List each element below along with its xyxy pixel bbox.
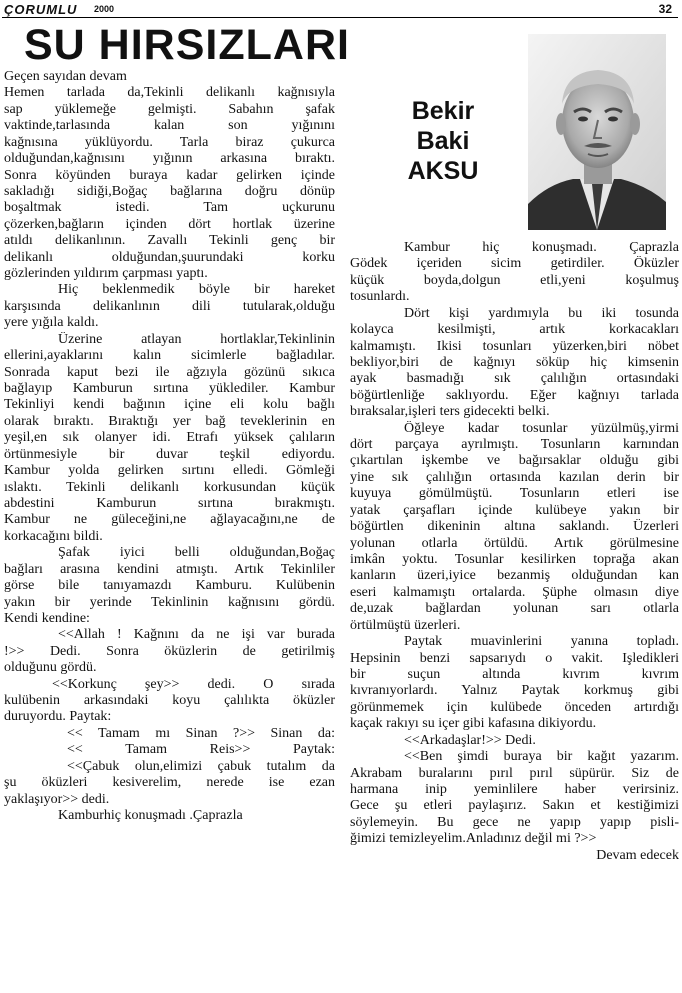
article-text-line: korkacağını bildi.: [4, 528, 103, 544]
portrait-image: [528, 34, 666, 230]
article-text-line: bir suçun altında kıvrım kıvrım: [350, 666, 679, 682]
article-text-line: ayak basmadığı sık çalılığın ortasındaki: [350, 371, 679, 387]
article-text-line: ıslaktı. Tekinli delikanlı korkusundan küçük: [4, 479, 335, 495]
article-text-line: Hiç beklenmedik böyle bir hareket: [58, 282, 335, 298]
article-text-line: şu öküzleri kesiverelim, nerede ise ezan: [4, 775, 335, 791]
article-text-line: sap yüklemeğe gelmişti. Sabahın şafak: [4, 101, 335, 117]
article-text-line: Kambur ne güleceğini,ne ağlayacağını,ne de: [4, 512, 335, 528]
article-text-line: Kambur yolda gelirken sırtını elledi. Gömleği: [4, 463, 335, 479]
article-text-line: söylemeyin. Bu gece ne yapıp yapıp pisli-: [350, 814, 679, 830]
article-text-line: yatak çarşafları içinde kulübeye yakın bir: [350, 502, 679, 518]
article-text-line: bekliyor,biri de kağnıyı söküp hiç kimsenin: [350, 354, 679, 370]
article-text-line: görünmemek için kulübede önceden artırdığı: [350, 699, 679, 715]
article-text-line: ğimizi temizleyelim.Anladınız değil mi ?>>: [350, 831, 597, 847]
article-text-line: boşaltmak istedi. Tam uçkurunu: [4, 200, 335, 216]
article-text-line: abdestini Kamburun sırtına bırakmıştı.: [4, 495, 335, 511]
article-text-line: Tekinliyi kendi bağının içine eli kolu bağlı: [4, 397, 335, 413]
article-text-line: yine sık çalılığın ortasında kazılan derin bir: [350, 469, 679, 485]
author-name: [350, 96, 536, 186]
article-text-line: karşısında delikanlının dili tutularak,olduğu: [4, 298, 335, 314]
article-text-line: yolunan otlarla örtüldü. Artık görülmesine: [350, 535, 679, 551]
article-text-line: Hepsinin benzi sapsarıydı o vakit. Işledikleri: [350, 650, 679, 666]
article-text-line: kanların üzeri,iyice bezanmiş olduğundan kan: [350, 568, 679, 584]
article-text-line: çözerken,bağların içinden dört hortlak üzerine: [4, 216, 335, 232]
article-text-line: Kendi kendine:: [4, 610, 90, 626]
article-text-line: <<Arkadaşlar!>> Dedi.: [404, 732, 536, 748]
article-text-line: Geçen sayıdan devam: [4, 69, 127, 84]
article-text-line: yere yığıla kaldı.: [4, 315, 99, 331]
article-text-line: delikanlı olduğundan,şuurundaki korku: [4, 249, 335, 265]
article-text-line: yeşil,en sık olanyer idi. Etrafı yüksek çalıların: [4, 430, 335, 446]
article-text-line: !>> Dedi. Sonra öküzlerin de getirilmiş: [4, 643, 335, 659]
article-text-line: Hemen tarlada da,Tekinli delikanlı kağnısıyla: [4, 85, 335, 101]
article-text-line: Gece şu etleri paylaşırız. Sakın et kestiğimizi: [350, 798, 679, 814]
article-text-line: duruyordu. Paytak:: [4, 709, 112, 725]
author-last-name: AKSU: [407, 157, 479, 185]
article-text-line: bağları arasına kendini atmıştı. Artık Tekinliler: [4, 561, 335, 577]
article-text-line: kuyuya gömülmüştü. Tosunların etleri ise: [350, 486, 679, 502]
article-text-line: örtülmüştü üzerleri.: [350, 617, 461, 633]
article-text-line: bıraksalar,işleri ters gidecekti belki.: [350, 404, 550, 420]
article-text-line: olduğunu gördü.: [4, 660, 97, 676]
magazine-brand: ÇORUMLU: [4, 2, 78, 17]
article-text-line: Kamburhiç konuşmadı .Çaprazla: [58, 807, 243, 823]
article-text-line: kolayca kesilmişti, artık korkacakları: [350, 322, 679, 338]
article-text-line: vaktinde,tarlasında kalan son yığınını: [4, 118, 335, 134]
article-text-line: Paytak muavinlerini yanına topladı.: [404, 634, 679, 650]
article-text-line: << Tamam mı Sinan ?>> Sinan da:: [67, 725, 335, 741]
article-text-line: <<Allah ! Kağnını da ne işi var burada: [58, 627, 335, 643]
issue-year: 2000: [94, 4, 115, 14]
article-column-right: [350, 240, 679, 864]
article-text-line: yaklaşıyor>> dedi.: [4, 791, 110, 807]
article-text-line: <<Çabuk olun,elimizi çabuk tutalım da: [67, 758, 335, 774]
article-text-line: bağlayıp Kamburun sırtına yüklediler. Kambur: [4, 381, 335, 397]
article-text-line: kalmamıştı. Ikisi tosunları yüzerken,biri nöbet: [350, 338, 679, 354]
article-text-line: Akrabam buralarını pırıl pırıl süpürür. Siz de: [350, 765, 679, 781]
article-text-line: tosunlardı.: [350, 289, 410, 305]
article-text-line: Kambur hiç konuşmadı. Çaprazla: [404, 240, 679, 255]
article-text-line: Öğleye kadar tosunlar yüzülmüş,yirmi: [404, 420, 679, 436]
article-text-line: sakladığı sidiği,Boğaç bağlarına doğru dönüp: [4, 183, 335, 199]
article-text-line: böğürtlenliğe saklıyordu. Eğer kağnıyı tarlada: [350, 387, 679, 403]
article-text-line: imkân yoktu. Tosunlar kesilirken toprağa akan: [350, 552, 679, 568]
article-text-line: harmana inip yeminlilere haber verirsiniz.: [350, 781, 679, 797]
article-text-line: Üzerine atlayan hortlaklar,Tekinlinin: [58, 331, 335, 347]
article-text-line: kulübenin arkasındaki koyu çalılıkta öküzler: [4, 693, 335, 709]
article-text-line: Gödek içeriden sicim getirdiler. Öküzler: [350, 256, 679, 272]
author-photo: [528, 34, 666, 230]
author-middle-name: Baki: [416, 127, 470, 155]
article-text-line: çıkartılan işkembe ve bağırsaklar olduğu gibi: [350, 453, 679, 469]
article-text-line: Devam edecek: [596, 847, 679, 863]
article-text-line: olarak bıraktı. Bıraktığı yer bağ teveklerinin en: [4, 413, 335, 429]
article-text-line: kağnısına yüklüyordu. Tarla biraz çukurca: [4, 134, 335, 150]
article-text-line: gözlerinden yıldırım çarpması yaptı.: [4, 266, 208, 282]
article-text-line: Sonrada kaput bezi ile ağzıyla gözünü sıkıca: [4, 364, 335, 380]
article-text-line: kaçak rakıyı su içer gibi kafasına dikiyordu.: [350, 716, 597, 732]
article-text-line: <<Korkunç şey>> dedi. O sırada: [52, 676, 335, 692]
article-text-line: de,uzak bağlardan yolunan sarı otlarla: [350, 601, 679, 617]
article-text-line: örtünmesiyle bir duvar teşkil ediyordu.: [4, 446, 335, 462]
article-text-line: böğürtlen dikeninin altına saklandı. Üzerleri: [350, 519, 679, 535]
article-text-line: yakın bir yerinde Tekinlinin kağnısını gördü.: [4, 594, 335, 610]
article-text-line: dört parçaya ayrılmıştı. Tosunların karnından: [350, 437, 679, 453]
page-number: 32: [658, 2, 672, 16]
author-first-name: Bekir: [411, 97, 475, 125]
article-text-line: Dört kişi yardımıyla bu iki tosunda: [404, 305, 679, 321]
article-column-left: [4, 69, 335, 824]
article-text-line: Şafak iyici belli olduğundan,Boğaç: [58, 545, 335, 561]
article-text-line: <<Ben şimdi buraya bir kağıt yazarım.: [404, 749, 679, 765]
article-text-line: küçük boyda,dolgun etli,yeni koşulmuş: [350, 272, 679, 288]
article-text-line: kıvranıyorlardı. Yalnız Paytak korkmuş gibi: [350, 683, 679, 699]
article-text-line: ellerini,ayaklarını kalın sicimlerle bağladılar.: [4, 348, 335, 364]
article-text-line: eseri kalmamıştı ortalarda. Şüphe olmasın diye: [350, 584, 679, 600]
article-text-line: atıldı delikanlının. Zavallı Tekinli genç bir: [4, 233, 335, 249]
article-title: SU HIRSIZLARI: [24, 21, 350, 69]
article-text-line: olduğundan,kağnısını yığının arkasına bıraktı.: [4, 151, 335, 167]
article-text-line: Sonra köyünden buraya kadar gelirken içinde: [4, 167, 335, 183]
article-text-line: << Tamam Reis>> Paytak:: [67, 742, 335, 758]
article-text-line: görse bile tanıyamazdı Kamburu. Kulübenin: [4, 578, 335, 594]
